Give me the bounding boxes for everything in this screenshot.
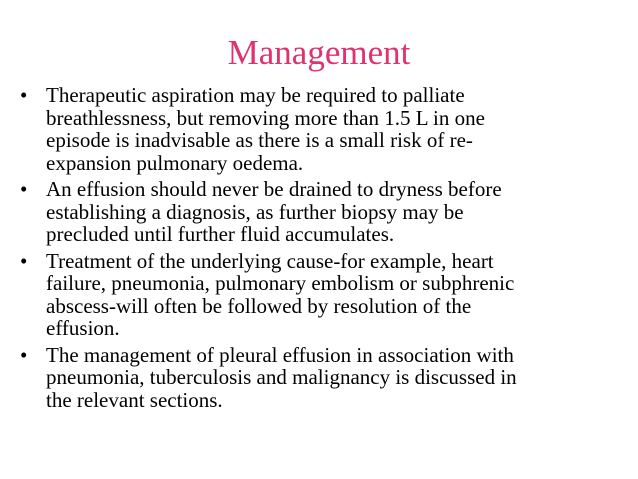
bullet-text: The management of pleural effusion in association with pneumonia, tuberculosis and malignancy is discussed in the relevant sections. (46, 342, 517, 412)
bullet-item-drainage (20, 178, 620, 246)
bullet-dot-icon: • (20, 83, 28, 107)
bullet-dot-icon: • (20, 342, 28, 367)
bullet-text: An effusion should never be drained to dryness before establishing a diagnosis, as further biopsy may be precluded until further fluid accumulates. (46, 177, 502, 246)
bullet-dot-icon: • (20, 177, 28, 201)
bullet-list (20, 84, 620, 415)
bullet-dot-icon: • (20, 248, 28, 273)
slide-title: Management (227, 33, 411, 72)
bullet-text: Therapeutic aspiration may be required to palliate breathlessness, but removing more than 1.5 L in one episode is inadvisable as there is a small risk of re- expansion pulmonary oedema. (46, 83, 485, 175)
bullet-item-underlying-cause (20, 250, 620, 340)
bullet-item-aspiration (20, 84, 620, 174)
bullet-item-associated-conditions (20, 344, 620, 412)
bullet-text: Treatment of the underlying cause-for example, heart failure, pneumonia, pulmonary embolism or subphrenic abscess-will often be followed by resolution of the effusion. (46, 248, 515, 340)
